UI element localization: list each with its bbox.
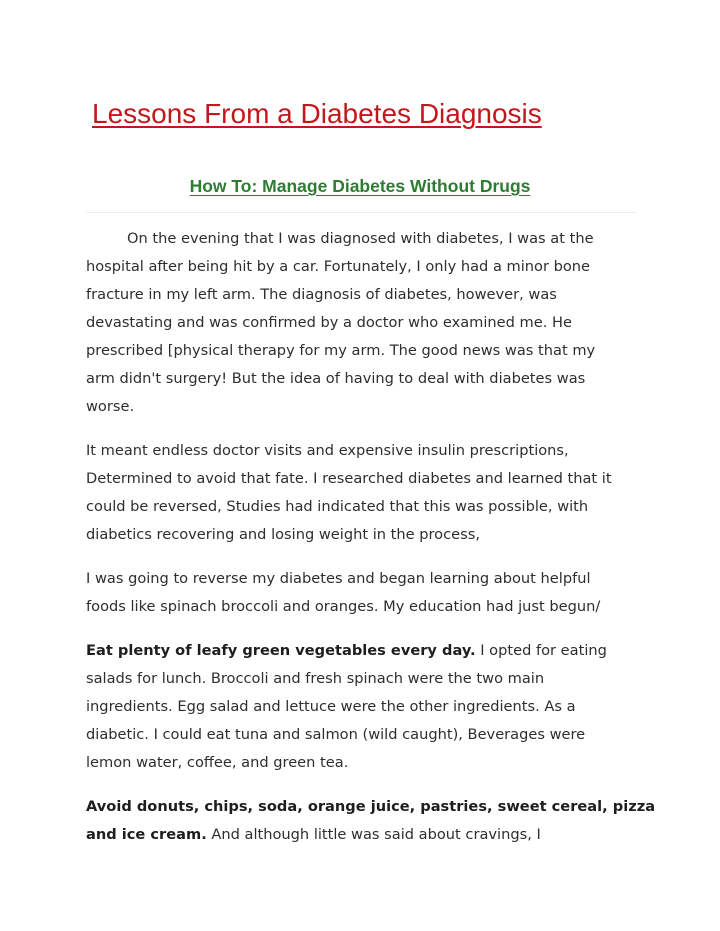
paragraph-line [86,821,636,849]
paragraph-line: Determined to avoid that fate. I researched diabetes and learned that it [86,470,612,487]
divider-line [86,212,636,213]
paragraph-line: worse. [86,398,135,415]
paragraph-line: salads for lunch. Broccoli and fresh spinach were the two main [86,670,545,687]
paragraph-5 [86,793,656,849]
paragraph-line [86,637,636,665]
paragraph-line: arm didn't surgery! But the idea of having to deal with diabetes was [86,370,586,387]
bold-lead-text: Eat plenty of leafy green vegetables every day. [86,642,476,659]
paragraph-line: foods like spinach broccoli and oranges. My education had just begun/ [86,598,601,615]
paragraph-text: I opted for eating [475,642,607,659]
paragraph-line: I was going to reverse my diabetes and began learning about helpful [86,570,591,587]
paragraph-line: could be reversed, Studies had indicated that this was possible, with [86,498,589,515]
paragraph-4 [86,637,636,777]
document-subtitle: How To: Manage Diabetes Without Drugs [189,176,531,196]
bold-lead-text: and ice cream. [86,826,207,843]
paragraph-line: ingredients. Egg salad and lettuce were the other ingredients. As a [86,698,576,715]
paragraph-line: diabetics recovering and losing weight in the process, [86,526,480,543]
paragraph-line: diabetic. I could eat tuna and salmon (wild caught), Beverages were [86,726,586,743]
paragraph-line: lemon water, coffee, and green tea. [86,754,349,771]
paragraph-line: It meant endless doctor visits and expensive insulin prescriptions, [86,442,569,459]
document-body [86,225,656,865]
paragraph-line: prescribed [physical therapy for my arm. The good news was that my [86,342,596,359]
bold-lead-text: Avoid donuts, chips, soda, orange juice, pastries, sweet cereal, pizza [86,798,656,815]
paragraph-line: On the evening that I was diagnosed with diabetes, I was at the [127,230,594,247]
paragraph-1 [86,225,636,421]
paragraph-line: devastating and was confirmed by a doctor who examined me. He [86,314,572,331]
paragraph-3 [86,565,636,621]
paragraph-line: hospital after being hit by a car. Fortunately, I only had a minor bone [86,258,591,275]
paragraph-line: fracture in my left arm. The diagnosis of diabetes, however, was [86,286,557,303]
paragraph-text: And although little was said about cravings, I [206,826,541,843]
paragraph-2 [86,437,636,549]
document-title: Lessons From a Diabetes Diagnosis [92,98,542,129]
